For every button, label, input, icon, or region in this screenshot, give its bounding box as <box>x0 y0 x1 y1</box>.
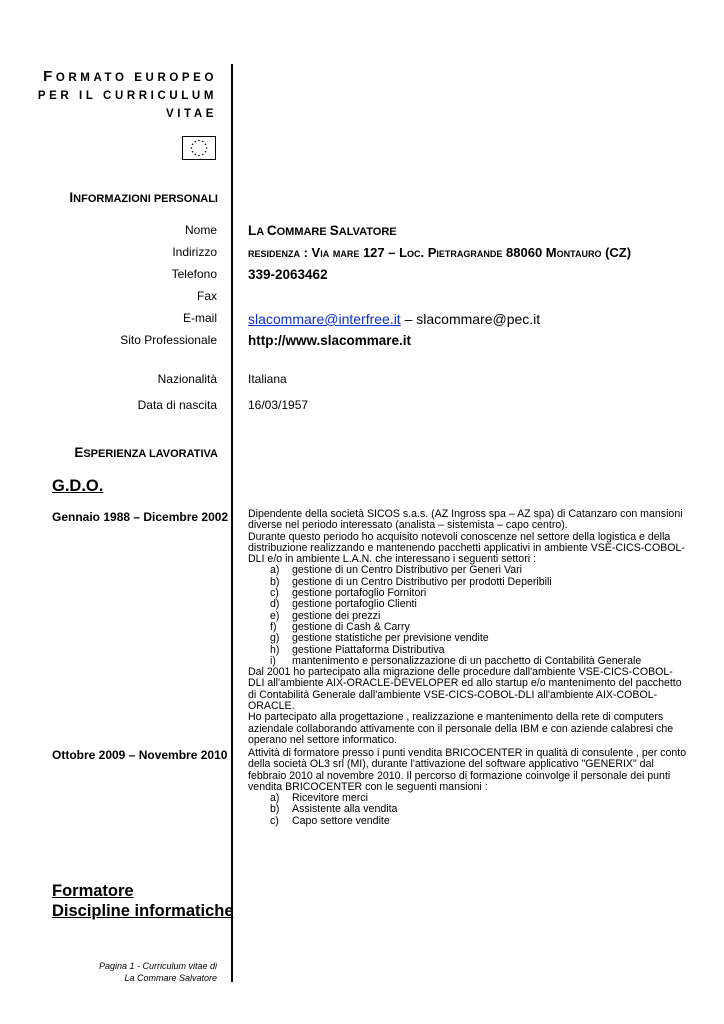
eu-flag-icon <box>182 136 216 160</box>
list-marker: b) <box>270 575 280 588</box>
list-marker: a) <box>270 564 280 577</box>
sector-title-line: Formatore <box>52 882 134 900</box>
list-marker: d) <box>270 598 280 611</box>
list-item-text: gestione di un Centro Distributivo per Generi Vari <box>292 564 523 577</box>
name-part: S <box>329 223 339 238</box>
nationality-label: Nazionalità <box>157 372 217 386</box>
name-part: OMMARE <box>276 226 330 238</box>
job-date: Gennaio 1988 – Dicembre 2002 <box>52 510 229 524</box>
list-item-text: gestione statistiche per previsione vendite <box>292 632 489 645</box>
footer-line: La Commare Salvatore <box>124 973 217 983</box>
column-divider <box>231 64 233 982</box>
birthdate-value: 16/03/1957 <box>248 398 309 412</box>
list-item-text: mantenimento e personalizzazione di un pacchetto di Contabilità Generale <box>292 654 642 667</box>
pec-email: – slacommare@pec.it <box>400 311 541 327</box>
list-marker: c) <box>270 814 279 827</box>
list-marker: b) <box>270 803 280 816</box>
job-paragraph: Dal 2001 ho partecipato alla migrazione delle procedure dall'ambiente VSE-CICS-COBOL-DLI all'ambiente AIX-ORACLE-DEVELOPER ed allo startup e/o mantenimento del pacchetto di Contabilità Generale dall'ambiente VSE-CICS-COBOL-DLI all'ambiente AIX-COBOL-ORACLE. <box>248 666 682 713</box>
list-item-text: gestione dei prezzi <box>292 609 381 622</box>
job-paragraph: Attività di formatore presso i punti vendita BRICOCENTER in qualità di consulente , per conto della società OL3 srl (MI), durante l'attivazione del software applicativo "GENERIX" dal febbraio 2010 al novembre 2010. Il percorso di formazione coinvolge il personale dei punti vendita BRICOCENTER con le seguenti mansioni : <box>248 747 687 793</box>
job-description <box>248 748 688 827</box>
list-marker: i) <box>270 654 276 667</box>
sector-title-trainer <box>52 881 234 921</box>
name-value <box>248 223 397 238</box>
fax-label: Fax <box>196 289 217 303</box>
sector-title-gdo: G.D.O. <box>52 477 104 495</box>
list-item <box>248 816 688 827</box>
job-paragraph: Dipendente della società SICOS s.a.s. (AZ Ingross spa – AZ spa) di Catanzaro con mansioni diverse nel periodo interessato (analista – sistemista – capo centro). <box>248 508 683 532</box>
sector-title-line: Discipline informatiche <box>52 902 234 920</box>
list-item <box>248 656 688 667</box>
list-item-text: Assistente alla vendita <box>292 803 398 816</box>
list-item-text: gestione portafoglio Fornitori <box>292 587 427 600</box>
name-part: C <box>266 223 277 238</box>
job-description <box>248 509 688 746</box>
list-marker: f) <box>270 620 277 633</box>
list-marker: a) <box>270 792 280 805</box>
heading-initial: I <box>69 190 74 205</box>
section-heading-personal <box>69 190 218 205</box>
email-label: E-mail <box>182 311 217 325</box>
phone-label: Telefono <box>171 267 217 281</box>
heading-text: SPERIENZA LAVORATIVA <box>83 448 218 460</box>
list-item-text: Capo settore vendite <box>292 814 390 827</box>
page-footer <box>99 960 217 984</box>
list-item-text: gestione Piattaforma Distributiva <box>292 643 445 656</box>
list-marker: c) <box>270 587 279 600</box>
duties-list <box>248 565 688 667</box>
list-marker: g) <box>270 632 280 645</box>
title-line-3: VITAE <box>165 108 217 120</box>
duties-list <box>248 793 688 827</box>
website-value: http://www.slacommare.it <box>248 333 412 348</box>
phone-value: 339-2063462 <box>248 267 328 282</box>
name-part: A <box>256 226 267 238</box>
footer-line: Pagina 1 - Curriculum vitae di <box>98 961 217 971</box>
list-marker: e) <box>270 609 280 622</box>
job-paragraph: Ho partecipato alla progettazione , realizzazione e mantenimento della rete di computers aziendale collaborando attivamente con il personale della IBM e con aziende calabresi che operano nel settore informatico. <box>248 711 674 746</box>
document-title <box>38 68 217 123</box>
birthdate-label: Data di nascita <box>137 398 217 412</box>
address-label: Indirizzo <box>172 245 217 259</box>
list-item-text: Ricevitore merci <box>292 792 368 805</box>
list-item-text: gestione di Cash & Carry <box>292 620 410 633</box>
job-date: Ottobre 2009 – Novembre 2010 <box>52 748 228 762</box>
email-value <box>248 311 540 327</box>
name-label: Nome <box>184 223 217 237</box>
name-part: ALVATORE <box>338 226 397 238</box>
nationality-value: Italiana <box>248 372 287 386</box>
title-line-1: ORMATO EUROPEO <box>55 72 217 84</box>
list-item-text: gestione portafoglio Clienti <box>292 598 417 611</box>
address-value: residenza : Via mare 127 – Loc. Pietragrande 88060 Montauro (CZ) <box>248 245 632 260</box>
email-link[interactable]: slacommare@interfree.it <box>248 311 401 327</box>
title-initial: F <box>43 68 56 85</box>
heading-initial: E <box>74 445 84 460</box>
job-paragraph: Durante questo periodo ho acquisito notevoli conoscenze nel settore della logistica e della distribuzione realizzando e mantenendo pacchetti applicativi in ambiente VSE-CICS-COBOL-DLI e/o in ambiente L.A.N. che interessano i seguenti settori : <box>248 530 685 566</box>
heading-text: NFORMAZIONI PERSONALI <box>73 193 218 205</box>
website-label: Sito Professionale <box>120 333 217 347</box>
list-marker: h) <box>270 643 280 656</box>
section-heading-experience <box>74 445 218 460</box>
list-item-text: gestione di un Centro Distributivo per prodotti Deperibili <box>292 575 552 588</box>
name-part: L <box>248 223 257 238</box>
title-line-2: PER IL CURRICULUM <box>37 90 217 102</box>
